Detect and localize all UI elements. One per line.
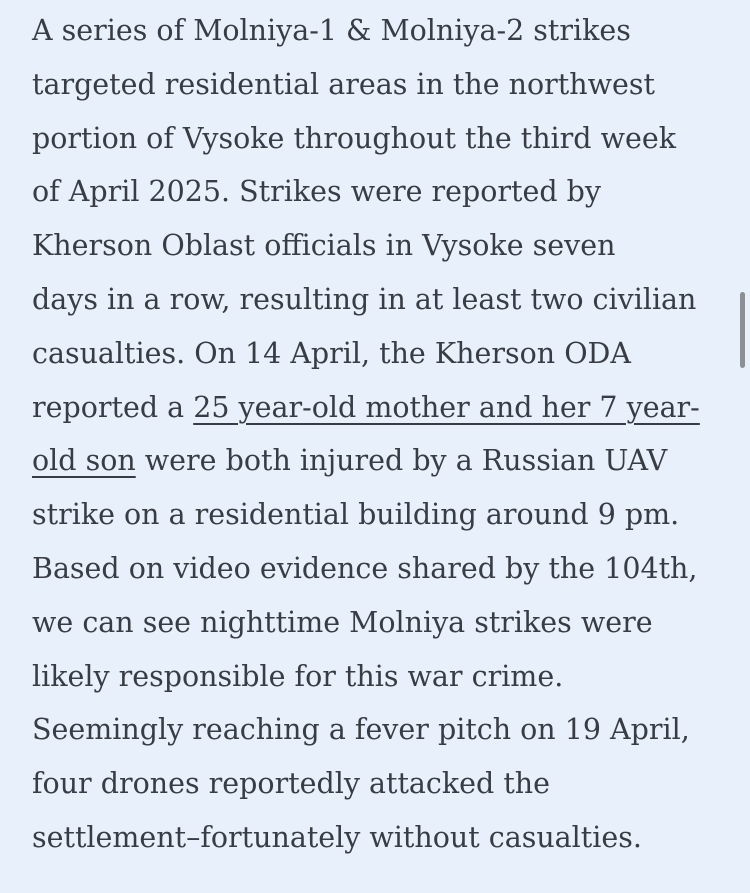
- text-fragment: were both injured by a Russian UAV: [135, 444, 668, 478]
- article-link[interactable]: 25 year-old mother and her 7 year-: [193, 390, 700, 424]
- text-line: Kherson Oblast officials in Vysoke seven: [32, 229, 616, 263]
- text-fragment: reported a: [32, 390, 194, 424]
- text-line: of April 2025. Strikes were reported by: [32, 175, 601, 209]
- text-line: strike on a residential building around 9 pm.: [32, 498, 680, 532]
- text-line: casualties. On 14 April, the Kherson ODA: [32, 336, 631, 370]
- scrollbar-thumb[interactable]: [740, 292, 745, 368]
- text-line: [32, 434, 732, 488]
- text-line: targeted residential areas in the northwest: [32, 67, 655, 101]
- text-line: four drones reportedly attacked the: [32, 767, 550, 801]
- text-line: settlement–fortunately without casualties.: [32, 820, 642, 854]
- article-link-continued[interactable]: old son: [32, 444, 136, 478]
- text-line: [32, 381, 732, 435]
- text-line: days in a row, resulting in at least two civilian: [32, 282, 697, 316]
- article-paragraph: [32, 4, 732, 865]
- text-line: likely responsible for this war crime.: [32, 659, 564, 693]
- text-line: A series of Molniya-1 & Molniya-2 strikes: [32, 14, 631, 47]
- text-line: Seemingly reaching a fever pitch on 19 April,: [32, 713, 690, 747]
- text-line: we can see nighttime Molniya strikes were: [32, 605, 653, 639]
- text-line: portion of Vysoke throughout the third week: [32, 121, 676, 155]
- text-line: Based on video evidence shared by the 104th,: [32, 551, 698, 585]
